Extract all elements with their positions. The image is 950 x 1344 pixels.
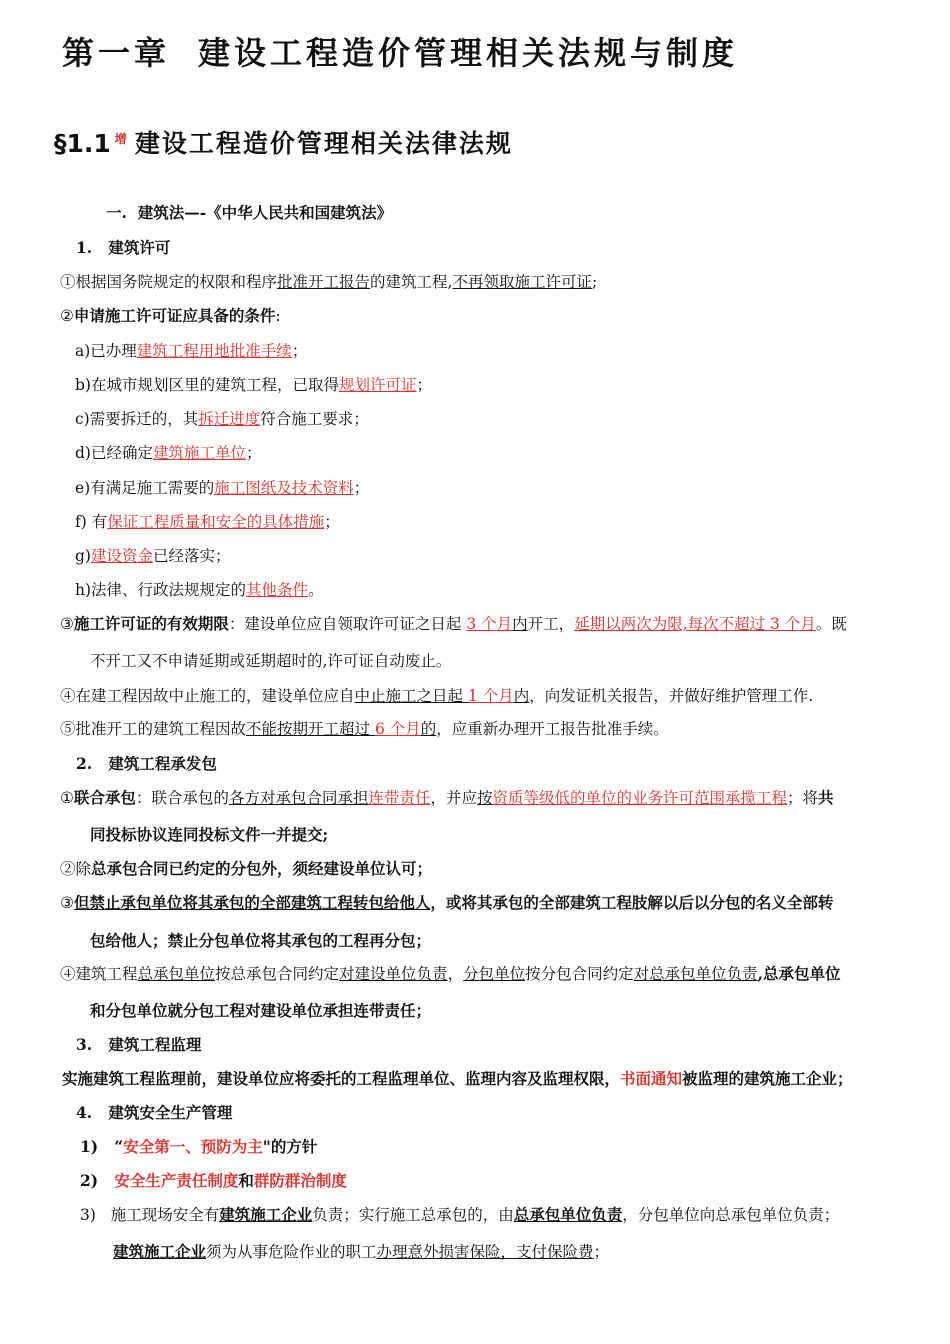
safety-item-2: 2) 安全生产责任制度和群防群治制度 <box>80 1171 347 1190</box>
chapter-title-text: 建设工程造价管理相关法规与制度 <box>198 34 739 72</box>
list-item-h: h)法律、行政法规规定的其他条件。 <box>75 581 324 599</box>
safety-item-3: 3) 施工现场安全有建筑施工企业负责；实行施工总承包的，由总承包单位负责，分包单位向总承包单位负责； <box>80 1205 840 1224</box>
paragraph-3: ③施工许可证的有效期限：建设单位应自领取许可证之日起 3 个月内开工，延期以两次为限,每次不超过 3 个月。既 <box>60 614 847 633</box>
list-item-c: c)需要拆迁的，其拆迁进度符合施工要求； <box>75 410 369 428</box>
paragraph-1: ①根据国务院规定的权限和程序批准开工报告的建筑工程,不再领取施工许可证; <box>60 273 598 291</box>
chapter-label: 第一章 <box>62 34 171 72</box>
list-item-f: f) 有保证工程质量和安全的具体措施； <box>75 513 340 531</box>
paragraph-2: ②申请施工许可证应具备的条件: <box>60 306 281 325</box>
paragraph-4: ④在建工程因故中止施工的，建设单位应自中止施工之日起 1 个月内，向发证机关报告，并做好维护管理工作. <box>60 687 814 705</box>
contracting-item-4-continuation: 和分包单位就分包工程对建设单位承担连带责任； <box>90 1001 432 1020</box>
chapter-title <box>62 28 738 74</box>
list-item-b: b)在城市规划区里的建筑工程，已取得规划许可证； <box>75 376 433 394</box>
contracting-item-1-continuation: 同投标协议连同投标文件一并提交; <box>90 825 329 844</box>
section-number: §1.1 <box>54 129 111 158</box>
list-item-d: d)已经确定建筑施工单位； <box>75 444 262 462</box>
list-item-a: a)已办理建筑工程用地批准手续； <box>75 342 308 360</box>
contracting-item-3: ③但禁止承包单位将其承包的全部建筑工程转包给他人，或将其承包的全部建筑工程肢解以后以分包的名义全部转 <box>60 893 834 912</box>
contracting-item-3-continuation: 包给他人；禁止分包单位将其承包的工程再分包； <box>90 931 432 950</box>
paragraph-3-continuation: 不开工又不申请延期或延期超时的,许可证自动废止。 <box>90 652 452 670</box>
list-item-g: g)建设资金已经落实； <box>75 547 231 565</box>
heading-safety: 4. 建筑安全生产管理 <box>76 1103 233 1122</box>
list-item-e: e)有满足施工需要的施工图纸及技术资料； <box>75 479 370 497</box>
section-title-text: 建设工程造价管理相关法律法规 <box>134 129 513 158</box>
heading-construction-law: 一. 建筑法—-《中华人民共和国建筑法》 <box>106 203 393 222</box>
section-title <box>54 124 513 160</box>
contracting-item-4: ④建筑工程总承包单位按总承包合同约定对建设单位负责，分包单位按分包合同约定对总承包单位负责,总承包单位 <box>60 964 841 983</box>
heading-contracting: 2. 建筑工程承发包 <box>76 754 217 773</box>
heading-permit: 1. 建筑许可 <box>76 238 171 257</box>
contracting-item-1: ①联合承包：联合承包的各方对承包合同承担连带责任，并应按资质等级低的单位的业务许可范围承揽工程；将共 <box>60 788 834 807</box>
safety-item-3-continuation: 建筑施工企业须为从事危险作业的职工办理意外损害保险，支付保险费； <box>113 1242 610 1261</box>
contracting-item-2: ②除总承包合同已约定的分包外，须经建设单位认可； <box>60 859 433 878</box>
paragraph-5: ⑤批准开工的建筑工程因故不能按期开工超过 6 个月的，应重新办理开工报告批准手续。 <box>60 720 669 738</box>
safety-item-1: 1) “安全第一、预防为主"的方针 <box>80 1137 318 1156</box>
section-tag: 增 <box>114 132 127 146</box>
supervision-paragraph: 实施建筑工程监理前，建设单位应将委托的工程监理单位、监理内容及监理权限，书面通知被监理的建筑施工企业； <box>62 1069 853 1088</box>
heading-supervision: 3. 建筑工程监理 <box>76 1035 202 1054</box>
